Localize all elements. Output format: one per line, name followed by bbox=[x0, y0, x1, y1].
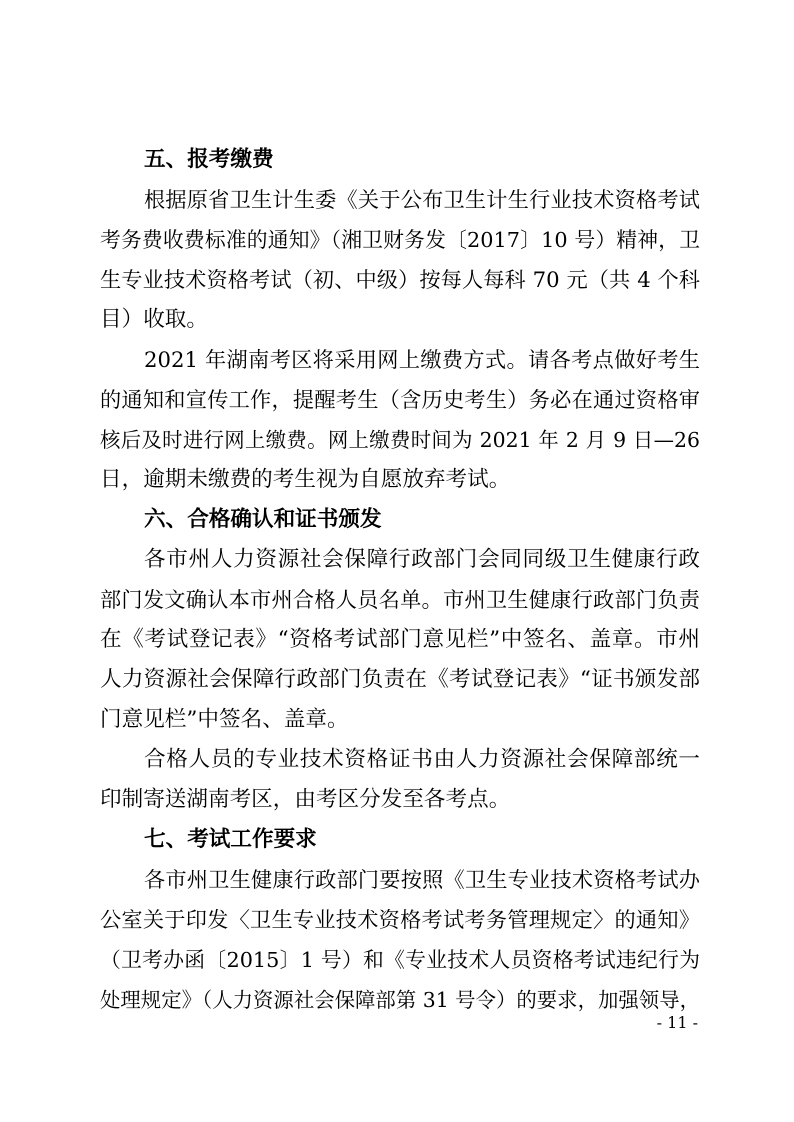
paragraph-line: 公室关于印发〈卫生专业技术资格考试考务管理规定〉的通知》 bbox=[100, 907, 700, 932]
paragraph-line: 目）收取。 bbox=[100, 307, 208, 332]
section-heading-certificate: 六、合格确认和证书颁发 bbox=[144, 507, 382, 532]
section-heading-fee: 五、报考缴费 bbox=[144, 147, 274, 172]
paragraph-line: 人力资源社会保障行政部门负责在《考试登记表》“证书颁发部 bbox=[100, 667, 700, 692]
page-number: - 11 - bbox=[656, 1013, 698, 1032]
paragraph-line: 印制寄送湖南考区，由考区分发至各考点。 bbox=[100, 787, 511, 812]
paragraph-line: 考务费收费标准的通知》（湘卫财务发〔2017〕10 号）精神，卫 bbox=[100, 228, 700, 252]
paragraph-line: （卫考办函〔2015〕1 号）和《专业技术人员资格考试违纪行为 bbox=[100, 948, 700, 972]
paragraph-line: 日，逾期未缴费的考生视为自愿放弃考试。 bbox=[100, 467, 511, 492]
section-heading-requirements: 七、考试工作要求 bbox=[144, 827, 317, 852]
paragraph-line: 根据原省卫生计生委《关于公布卫生计生行业技术资格考试 bbox=[144, 187, 700, 212]
paragraph-line: 生专业技术资格考试（初、中级）按每人每科 70 元（共 4 个科 bbox=[100, 267, 700, 292]
paragraph-line: 核后及时进行网上缴费。网上缴费时间为 2021 年 2 月 9 日—26 bbox=[100, 428, 700, 452]
paragraph-line: 门意见栏”中签名、盖章。 bbox=[100, 707, 349, 732]
paragraph-line: 各市州卫生健康行政部门要按照《卫生专业技术资格考试办 bbox=[144, 867, 700, 892]
paragraph-line: 各市州人力资源社会保障行政部门会同同级卫生健康行政 bbox=[144, 547, 700, 572]
paragraph-line: 在《考试登记表》“资格考试部门意见栏”中签名、盖章。市州 bbox=[100, 627, 700, 652]
paragraph-line: 处理规定》（人力资源社会保障部第 31 号令）的要求，加强领导， bbox=[100, 988, 700, 1012]
paragraph-line: 2021 年湖南考区将采用网上缴费方式。请各考点做好考生 bbox=[144, 347, 700, 372]
paragraph-line: 合格人员的专业技术资格证书由人力资源社会保障部统一 bbox=[144, 747, 700, 772]
paragraph-line: 的通知和宣传工作，提醒考生（含历史考生）务必在通过资格审 bbox=[100, 387, 700, 412]
paragraph-line: 部门发文确认本市州合格人员名单。市州卫生健康行政部门负责 bbox=[100, 587, 700, 612]
